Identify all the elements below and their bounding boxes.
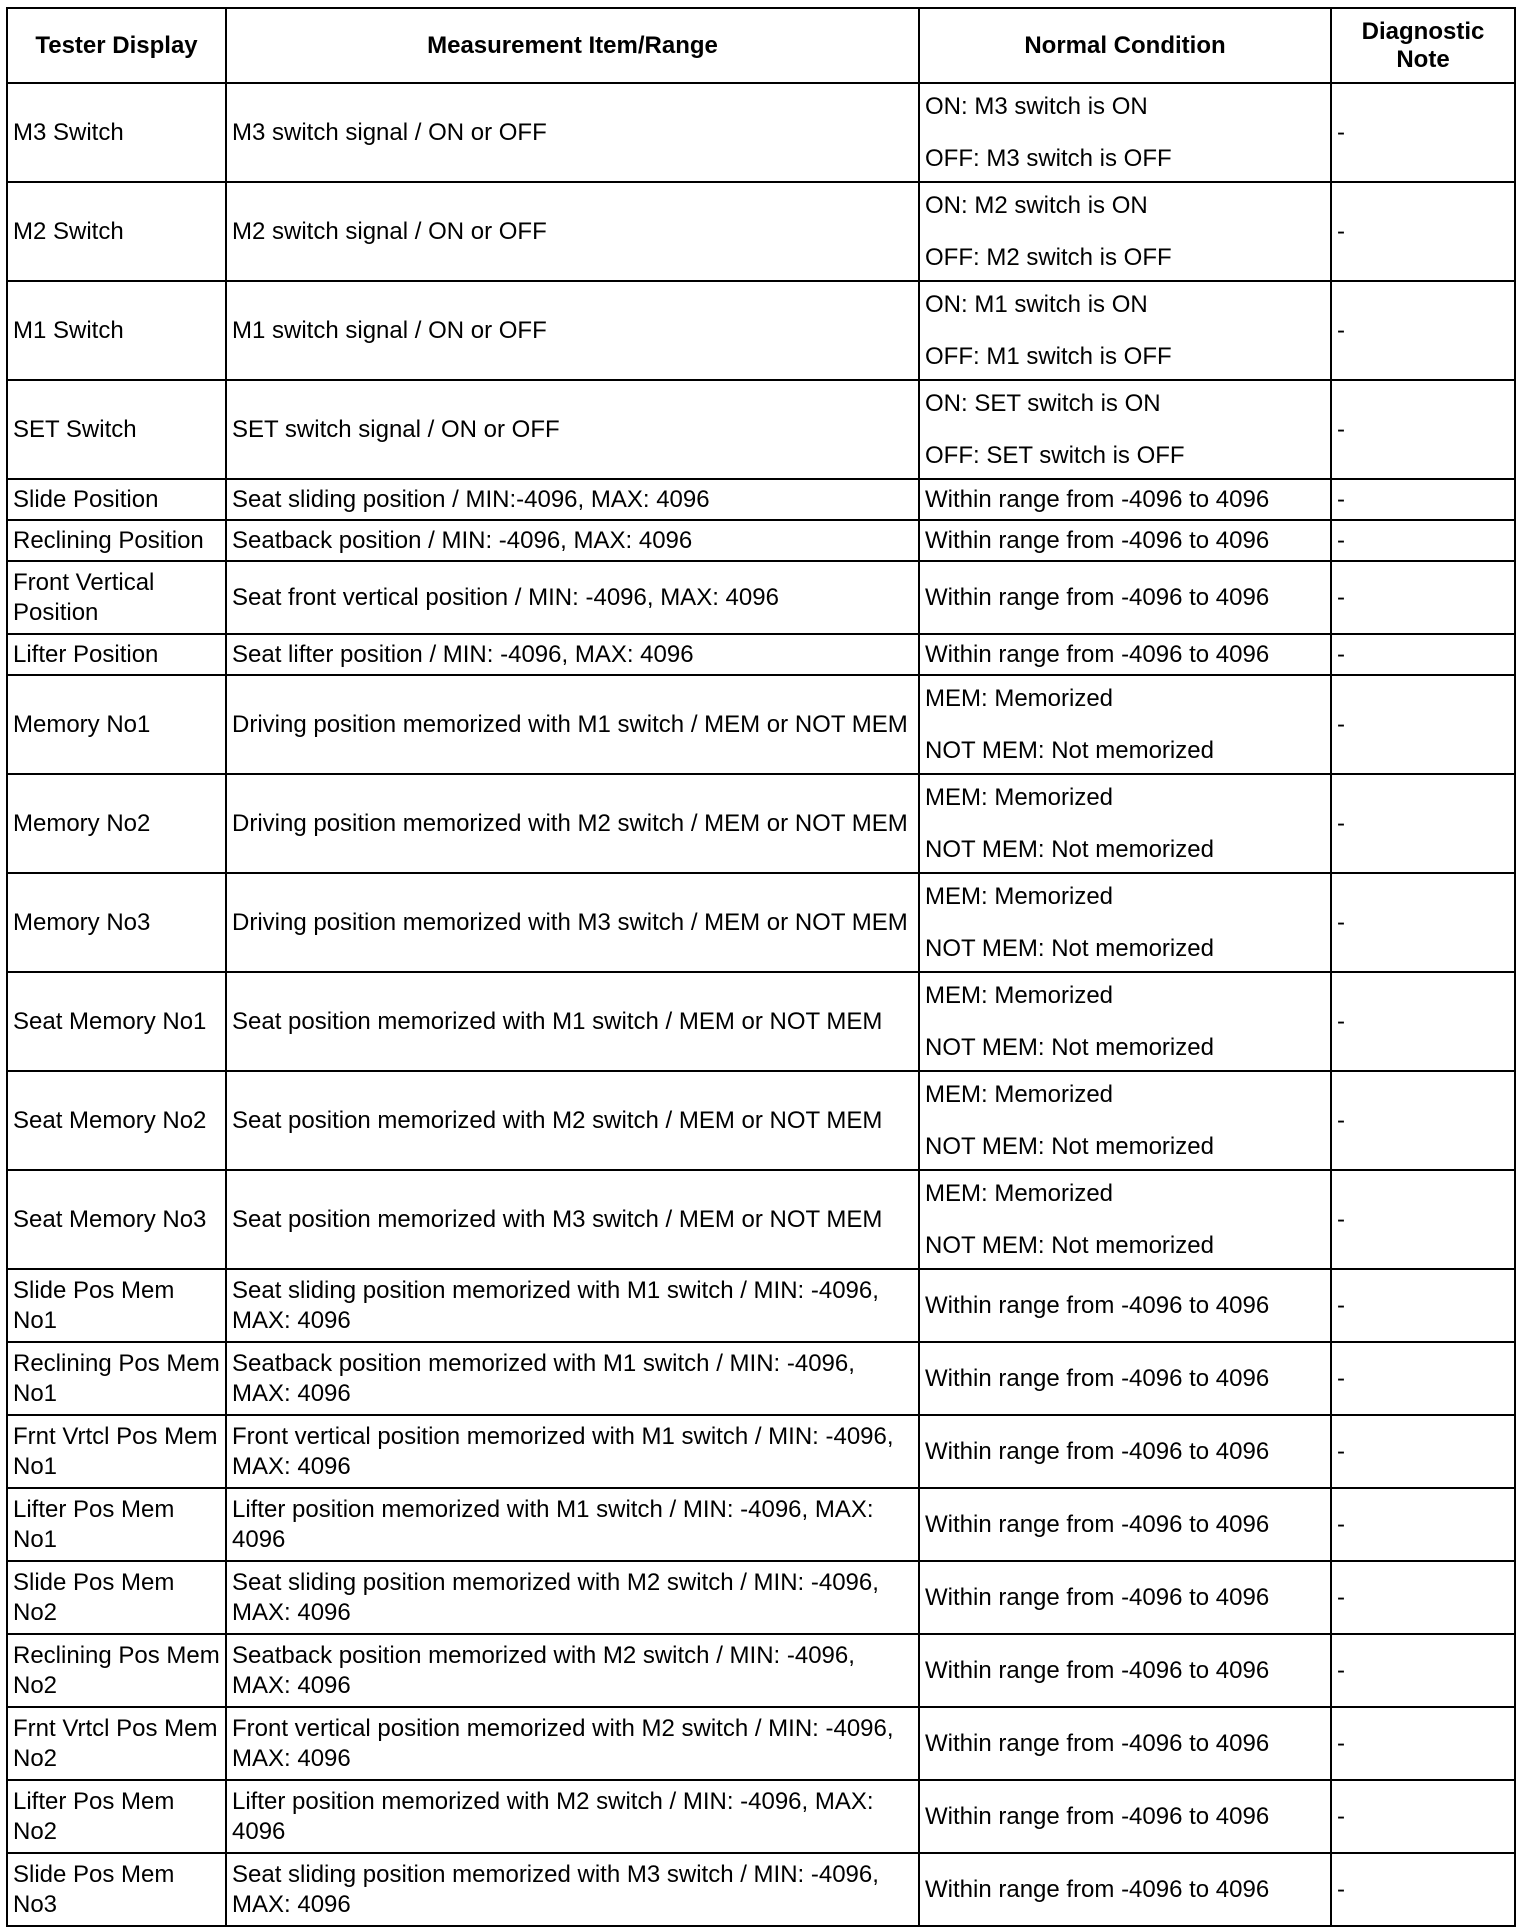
diagnostic-note-cell: - (1331, 1342, 1515, 1415)
table-row (7, 561, 1515, 634)
data-monitor-table (6, 7, 1516, 1927)
tester-display-cell: Slide Pos Mem No2 (7, 1561, 226, 1634)
condition-line: MEM: Memorized (925, 981, 1114, 1009)
normal-condition-cell (919, 634, 1331, 675)
diagnostic-note-cell: - (1331, 972, 1515, 1071)
condition-line: ON: SET switch is ON (925, 389, 1161, 417)
condition-line: OFF: M3 switch is OFF (925, 144, 1172, 172)
measurement-item-cell: M1 switch signal / ON or OFF (226, 281, 919, 380)
diagnostic-note-cell: - (1331, 561, 1515, 634)
condition-line: Within range from -4096 to 4096 (925, 1729, 1270, 1757)
condition-line: NOT MEM: Not memorized (925, 1033, 1214, 1061)
table-row (7, 380, 1515, 479)
measurement-item-cell: Seatback position / MIN: -4096, MAX: 4096 (226, 520, 919, 561)
measurement-item-cell: Seat lifter position / MIN: -4096, MAX: 4096 (226, 634, 919, 675)
condition-line: Within range from -4096 to 4096 (925, 485, 1270, 513)
normal-condition-cell (919, 1561, 1331, 1634)
diagnostic-note-cell: - (1331, 1634, 1515, 1707)
normal-condition-cell (919, 1707, 1331, 1780)
table-row (7, 1780, 1515, 1853)
condition-line: NOT MEM: Not memorized (925, 934, 1214, 962)
header-tester-display: Tester Display (7, 8, 226, 83)
condition-line: NOT MEM: Not memorized (925, 1132, 1214, 1160)
normal-condition-cell (919, 675, 1331, 774)
normal-condition-cell (919, 1071, 1331, 1170)
condition-line: ON: M1 switch is ON (925, 290, 1148, 318)
tester-display-cell: Frnt Vrtcl Pos Mem No1 (7, 1415, 226, 1488)
table-row (7, 1853, 1515, 1926)
diagnostic-note-cell: - (1331, 479, 1515, 520)
tester-display-cell: M2 Switch (7, 182, 226, 281)
condition-line: Within range from -4096 to 4096 (925, 1875, 1270, 1903)
measurement-item-cell: Front vertical position memorized with M1 switch / MIN: -4096, MAX: 4096 (226, 1415, 919, 1488)
diagnostic-note-cell: - (1331, 380, 1515, 479)
condition-line: OFF: M2 switch is OFF (925, 243, 1172, 271)
condition-line: Within range from -4096 to 4096 (925, 1656, 1270, 1684)
normal-condition-cell (919, 1415, 1331, 1488)
normal-condition-cell (919, 182, 1331, 281)
table-row (7, 774, 1515, 873)
table-row (7, 281, 1515, 380)
tester-display-cell: Reclining Position (7, 520, 226, 561)
normal-condition-cell (919, 972, 1331, 1071)
tester-display-cell: SET Switch (7, 380, 226, 479)
measurement-item-cell: M2 switch signal / ON or OFF (226, 182, 919, 281)
diagnostic-note-cell: - (1331, 1488, 1515, 1561)
measurement-item-cell: Seat position memorized with M1 switch / MEM or NOT MEM (226, 972, 919, 1071)
normal-condition-cell (919, 520, 1331, 561)
condition-line: MEM: Memorized (925, 684, 1114, 712)
condition-line: ON: M3 switch is ON (925, 92, 1148, 120)
table-row (7, 1707, 1515, 1780)
normal-condition-cell (919, 281, 1331, 380)
diagnostic-note-cell: - (1331, 1853, 1515, 1926)
diagnostic-note-cell: - (1331, 873, 1515, 972)
measurement-item-cell: Lifter position memorized with M2 switch / MIN: -4096, MAX: 4096 (226, 1780, 919, 1853)
header-normal-condition: Normal Condition (919, 8, 1331, 83)
diagnostic-note-cell: - (1331, 1071, 1515, 1170)
tester-display-cell: Slide Pos Mem No3 (7, 1853, 226, 1926)
tester-display-cell: Slide Position (7, 479, 226, 520)
tester-display-cell: Memory No3 (7, 873, 226, 972)
normal-condition-cell (919, 1488, 1331, 1561)
condition-line: NOT MEM: Not memorized (925, 1231, 1214, 1259)
header-row (7, 8, 1515, 83)
tester-display-cell: Frnt Vrtcl Pos Mem No2 (7, 1707, 226, 1780)
normal-condition-cell (919, 380, 1331, 479)
normal-condition-cell (919, 1269, 1331, 1342)
normal-condition-cell (919, 561, 1331, 634)
normal-condition-cell (919, 1342, 1331, 1415)
normal-condition-cell (919, 479, 1331, 520)
condition-line: MEM: Memorized (925, 1179, 1114, 1207)
table-row (7, 1415, 1515, 1488)
condition-line: Within range from -4096 to 4096 (925, 1291, 1270, 1319)
normal-condition-cell (919, 1853, 1331, 1926)
condition-line: Within range from -4096 to 4096 (925, 1583, 1270, 1611)
table-row (7, 1071, 1515, 1170)
condition-line: MEM: Memorized (925, 783, 1114, 811)
table-body (7, 83, 1515, 1926)
normal-condition-cell (919, 1634, 1331, 1707)
tester-display-cell: M3 Switch (7, 83, 226, 182)
tester-display-cell: Slide Pos Mem No1 (7, 1269, 226, 1342)
measurement-item-cell: Driving position memorized with M1 switch / MEM or NOT MEM (226, 675, 919, 774)
table-row (7, 520, 1515, 561)
diagnostic-note-cell: - (1331, 1707, 1515, 1780)
normal-condition-cell (919, 1170, 1331, 1269)
table-row (7, 972, 1515, 1071)
condition-line: Within range from -4096 to 4096 (925, 1802, 1270, 1830)
table-row (7, 1488, 1515, 1561)
tester-display-cell: Seat Memory No1 (7, 972, 226, 1071)
diagnostic-note-cell: - (1331, 1269, 1515, 1342)
diagnostic-note-cell: - (1331, 675, 1515, 774)
condition-line: MEM: Memorized (925, 1080, 1114, 1108)
tester-display-cell: Front Vertical Position (7, 561, 226, 634)
condition-line: Within range from -4096 to 4096 (925, 583, 1270, 611)
condition-line: ON: M2 switch is ON (925, 191, 1148, 219)
diagnostic-note-cell: - (1331, 634, 1515, 675)
measurement-item-cell: Front vertical position memorized with M2 switch / MIN: -4096, MAX: 4096 (226, 1707, 919, 1780)
normal-condition-cell (919, 873, 1331, 972)
diagnostic-note-cell: - (1331, 281, 1515, 380)
measurement-item-cell: M3 switch signal / ON or OFF (226, 83, 919, 182)
tester-display-cell: Lifter Pos Mem No2 (7, 1780, 226, 1853)
condition-line: MEM: Memorized (925, 882, 1114, 910)
tester-display-cell: Memory No2 (7, 774, 226, 873)
normal-condition-cell (919, 83, 1331, 182)
measurement-item-cell: SET switch signal / ON or OFF (226, 380, 919, 479)
table-header (7, 8, 1515, 83)
table-row (7, 479, 1515, 520)
tester-display-cell: Reclining Pos Mem No2 (7, 1634, 226, 1707)
table-row (7, 1269, 1515, 1342)
table-row (7, 873, 1515, 972)
measurement-item-cell: Seatback position memorized with M1 switch / MIN: -4096, MAX: 4096 (226, 1342, 919, 1415)
diagnostic-note-cell: - (1331, 774, 1515, 873)
measurement-item-cell: Lifter position memorized with M1 switch / MIN: -4096, MAX: 4096 (226, 1488, 919, 1561)
measurement-item-cell: Seat sliding position memorized with M1 switch / MIN: -4096, MAX: 4096 (226, 1269, 919, 1342)
header-diagnostic-note: Diagnostic Note (1331, 8, 1515, 83)
measurement-item-cell: Seat front vertical position / MIN: -4096, MAX: 4096 (226, 561, 919, 634)
table-row (7, 1342, 1515, 1415)
table-row (7, 83, 1515, 182)
table-row (7, 634, 1515, 675)
measurement-item-cell: Driving position memorized with M2 switch / MEM or NOT MEM (226, 774, 919, 873)
condition-line: NOT MEM: Not memorized (925, 736, 1214, 764)
tester-display-cell: Lifter Pos Mem No1 (7, 1488, 226, 1561)
tester-display-cell: Memory No1 (7, 675, 226, 774)
diagnostic-note-cell: - (1331, 520, 1515, 561)
tester-display-cell: Lifter Position (7, 634, 226, 675)
normal-condition-cell (919, 1780, 1331, 1853)
condition-line: OFF: M1 switch is OFF (925, 342, 1172, 370)
diagnostic-note-cell: - (1331, 182, 1515, 281)
tester-display-cell: Reclining Pos Mem No1 (7, 1342, 226, 1415)
measurement-item-cell: Seat position memorized with M2 switch / MEM or NOT MEM (226, 1071, 919, 1170)
tester-display-cell: M1 Switch (7, 281, 226, 380)
table-row (7, 1561, 1515, 1634)
normal-condition-cell (919, 774, 1331, 873)
header-measurement-item: Measurement Item/Range (226, 8, 919, 83)
tester-display-cell: Seat Memory No2 (7, 1071, 226, 1170)
measurement-item-cell: Seatback position memorized with M2 switch / MIN: -4096, MAX: 4096 (226, 1634, 919, 1707)
measurement-item-cell: Seat position memorized with M3 switch / MEM or NOT MEM (226, 1170, 919, 1269)
measurement-item-cell: Seat sliding position / MIN:-4096, MAX: 4096 (226, 479, 919, 520)
tester-display-cell: Seat Memory No3 (7, 1170, 226, 1269)
condition-line: OFF: SET switch is OFF (925, 441, 1185, 469)
condition-line: NOT MEM: Not memorized (925, 835, 1214, 863)
table-row (7, 1634, 1515, 1707)
diagnostic-note-cell: - (1331, 1780, 1515, 1853)
measurement-item-cell: Seat sliding position memorized with M3 switch / MIN: -4096, MAX: 4096 (226, 1853, 919, 1926)
table-row (7, 1170, 1515, 1269)
measurement-item-cell: Driving position memorized with M3 switch / MEM or NOT MEM (226, 873, 919, 972)
table-row (7, 675, 1515, 774)
diagnostic-note-cell: - (1331, 1170, 1515, 1269)
condition-line: Within range from -4096 to 4096 (925, 640, 1270, 668)
diagnostic-note-cell: - (1331, 83, 1515, 182)
condition-line: Within range from -4096 to 4096 (925, 1437, 1270, 1465)
condition-line: Within range from -4096 to 4096 (925, 526, 1270, 554)
diagnostic-note-cell: - (1331, 1415, 1515, 1488)
table-row (7, 182, 1515, 281)
measurement-item-cell: Seat sliding position memorized with M2 switch / MIN: -4096, MAX: 4096 (226, 1561, 919, 1634)
condition-line: Within range from -4096 to 4096 (925, 1364, 1270, 1392)
condition-line: Within range from -4096 to 4096 (925, 1510, 1270, 1538)
diagnostic-note-cell: - (1331, 1561, 1515, 1634)
